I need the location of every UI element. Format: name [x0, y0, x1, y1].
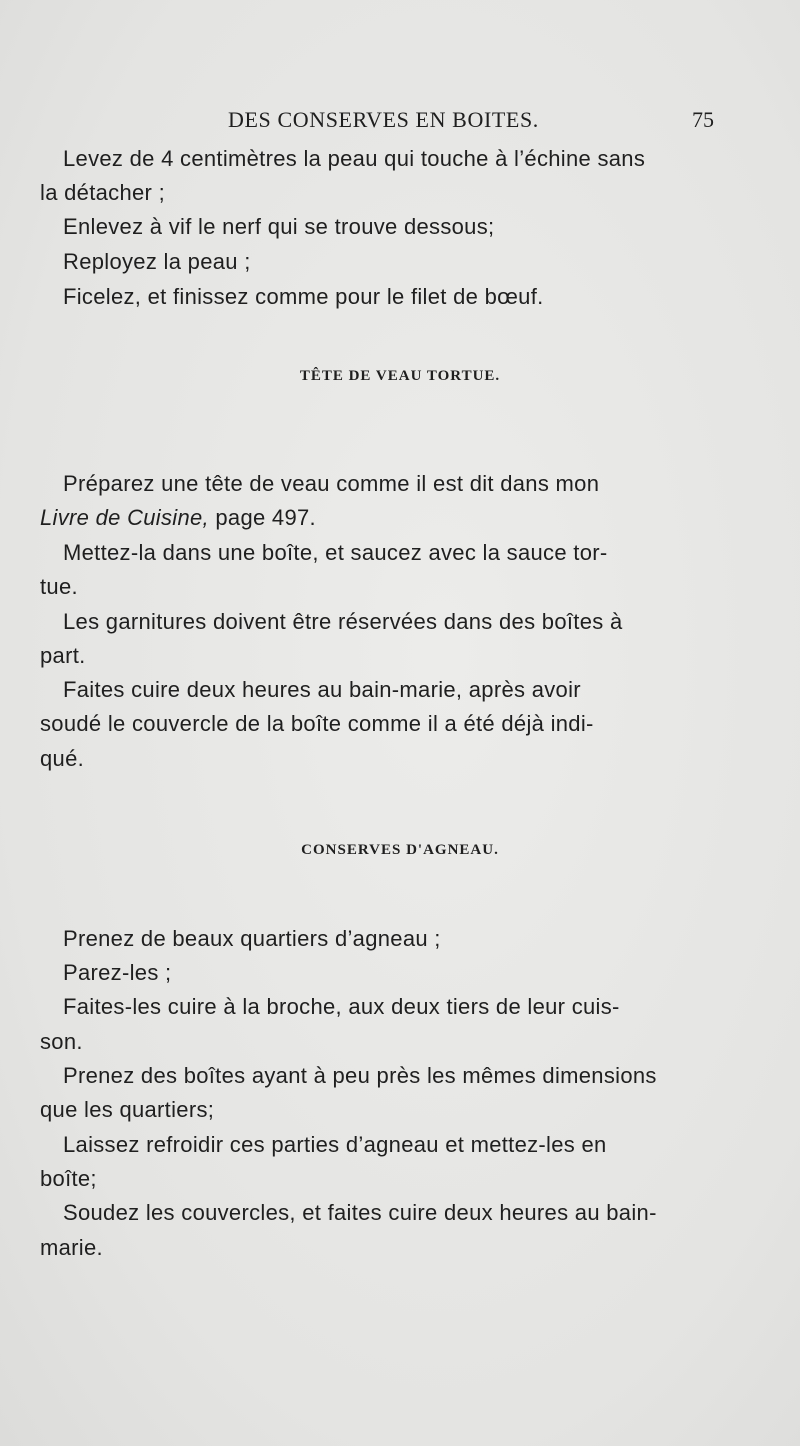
- page-number: 75: [692, 107, 714, 132]
- paragraph-line: soudé le couvercle de la boîte comme il a été déjà indi-: [40, 711, 594, 736]
- paragraph-line: Préparez une tête de veau comme il est dit dans mon: [63, 471, 600, 496]
- paragraph-line: Enlevez à vif le nerf qui se trouve dessous;: [63, 214, 495, 239]
- paragraph-line: qué.: [40, 746, 85, 771]
- paragraph-line: Faites-les cuire à la broche, aux deux tiers de leur cuis-: [63, 994, 620, 1019]
- section-heading: TÊTE DE VEAU TORTUE.: [299, 368, 501, 384]
- paragraph-line: son.: [40, 1029, 83, 1054]
- page-reference: page 497.: [208, 505, 316, 530]
- paragraph-line: Prenez de beaux quartiers d’agneau ;: [63, 926, 441, 951]
- paragraph-line: Laissez refroidir ces parties d’agneau et mettez-les en: [63, 1132, 607, 1157]
- book-title: Livre de Cuisine,: [40, 505, 209, 530]
- paragraph-line: boîte;: [40, 1166, 97, 1191]
- paragraph-line: Prenez des boîtes ayant à peu près les mêmes dimensions: [63, 1063, 657, 1088]
- paragraph-line: Reployez la peau ;: [63, 249, 251, 274]
- paragraph-line: Faites cuire deux heures au bain-marie, après avoir: [63, 677, 581, 702]
- paragraph-line: Parez-les ;: [63, 960, 172, 985]
- running-head: DES CONSERVES EN BOITES.: [228, 107, 539, 132]
- paragraph-line: Levez de 4 centimètres la peau qui touche à l’échine sans: [63, 146, 646, 171]
- page-header: [0, 101, 800, 137]
- paragraph-line: Soudez les couvercles, et faites cuire deux heures au bain-: [63, 1200, 657, 1225]
- paragraph-line: Mettez-la dans une boîte, et saucez avec la sauce tor-: [63, 540, 608, 565]
- paragraph-line: que les quartiers;: [40, 1097, 215, 1122]
- paragraph-line: la détacher ;: [40, 180, 165, 205]
- paragraph-line: Les garnitures doivent être réservées dans des boîtes à: [63, 609, 623, 634]
- section-heading: CONSERVES D'AGNEAU.: [301, 842, 499, 858]
- paragraph-line: marie.: [40, 1235, 103, 1260]
- paragraph-line: part.: [40, 643, 86, 668]
- paragraph-line: tue.: [40, 574, 78, 599]
- paragraph-line-with-italic: [40, 505, 316, 531]
- paragraph-line: Ficelez, et finissez comme pour le filet de bœuf.: [63, 284, 544, 309]
